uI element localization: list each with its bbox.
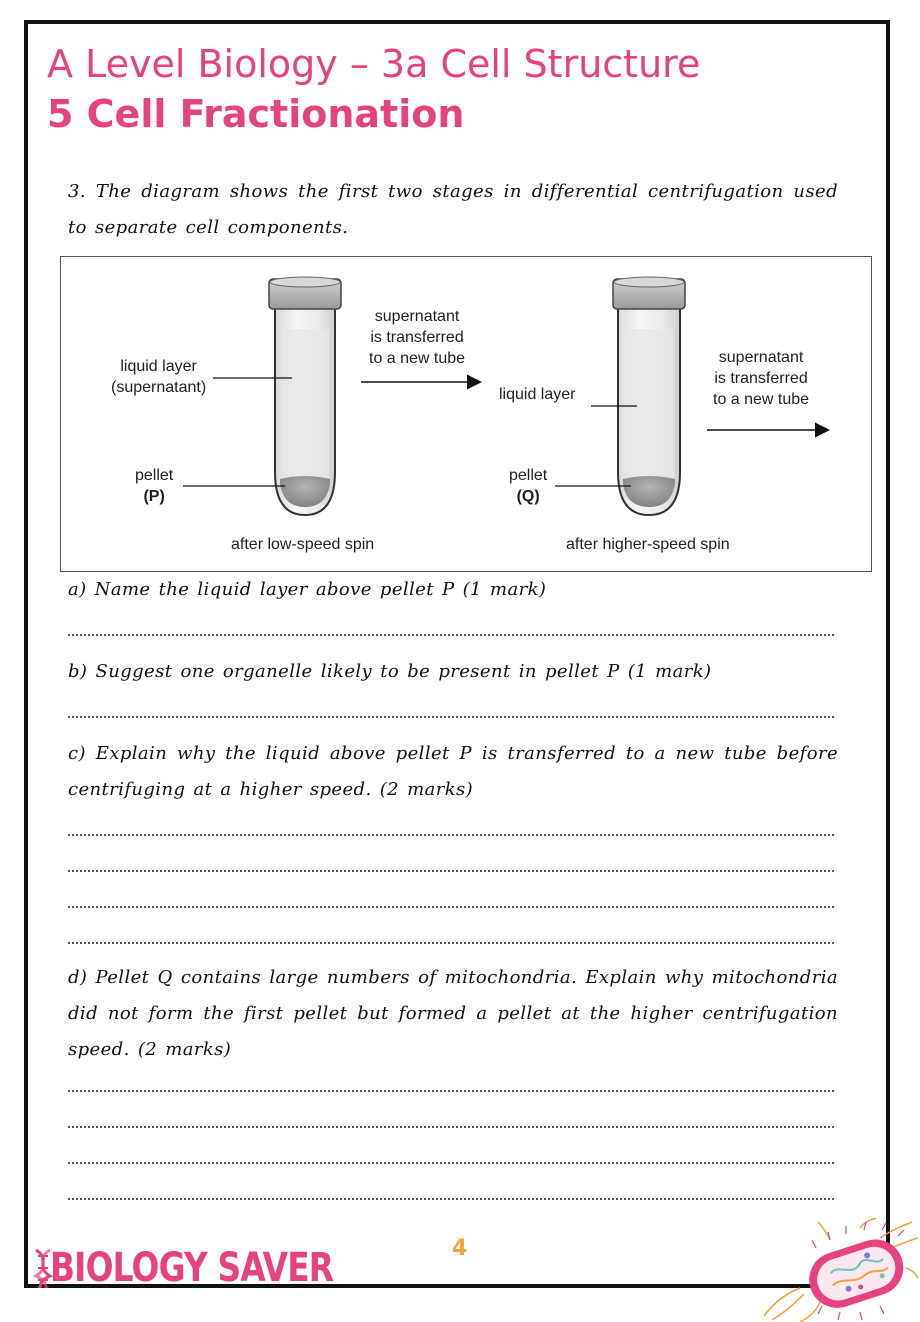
question-part-b: b) Suggest one organelle likely to be present in pellet P (1 mark) <box>68 661 712 682</box>
page-number: 4 <box>452 1236 468 1261</box>
label-pellet-letter-q: (Q) <box>516 488 540 505</box>
test-tube-1 <box>269 277 341 515</box>
answer-line-c3[interactable] <box>68 906 834 908</box>
logo-text: BIOLOGY SAVER <box>50 1245 334 1291</box>
transfer-2-line2: is transferred <box>714 370 808 387</box>
question-part-c: c) Explain why the liquid above pellet P is transferred to a new tube before centrifuging at a higher speed. (2 marks) <box>68 743 838 800</box>
biology-saver-logo <box>32 1240 395 1296</box>
transfer-2-line3: to a new tube <box>713 391 810 408</box>
label-pellet-letter-p: (P) <box>143 488 165 505</box>
answer-line-d4[interactable] <box>68 1198 834 1200</box>
answer-line-d2[interactable] <box>68 1126 834 1128</box>
question-part-a: a) Name the liquid layer above pellet P (1 mark) <box>68 579 547 600</box>
diagram-graphics <box>61 257 873 573</box>
label-transfer-2 <box>713 347 809 410</box>
page-subtitle: 5 Cell Fractionation <box>47 92 465 136</box>
transfer-1-line1: supernatant <box>374 308 460 325</box>
answer-line-d1[interactable] <box>68 1090 834 1092</box>
answer-line-c2[interactable] <box>68 870 834 872</box>
label-pellet-q <box>509 465 547 507</box>
label-transfer-1 <box>369 306 465 369</box>
centrifugation-diagram <box>60 256 872 572</box>
question-intro: 3. The diagram shows the first two stages in differential centrifugation used to separate cell components. <box>68 181 838 238</box>
page-title: A Level Biology – 3a Cell Structure <box>47 42 701 86</box>
label-pellet-p <box>135 465 173 507</box>
caption-higher-speed: after higher-speed spin <box>566 536 730 553</box>
transfer-1-line2: is transferred <box>370 329 464 346</box>
transfer-1-line3: to a new tube <box>369 350 466 367</box>
bacterium-illustration <box>760 1218 920 1322</box>
transfer-2-line1: supernatant <box>718 349 804 366</box>
test-tube-2 <box>613 277 685 515</box>
label-pellet-text: pellet <box>135 467 174 484</box>
label-liquid-layer-supernatant <box>111 356 206 398</box>
label-supernatant-line2: (supernatant) <box>111 379 207 396</box>
caption-low-speed: after low-speed spin <box>231 536 375 553</box>
label-liquid-layer-2: liquid layer <box>499 386 576 403</box>
answer-line-c1[interactable] <box>68 834 834 836</box>
answer-line-d3[interactable] <box>68 1162 834 1164</box>
question-part-d: d) Pellet Q contains large numbers of mitochondria. Explain why mitochondria did not form the first pellet but formed a pellet at the higher centrifugation speed. (2 marks) <box>68 967 838 1060</box>
answer-line-c4[interactable] <box>68 942 834 944</box>
answer-line-b1[interactable] <box>68 716 834 718</box>
answer-line-a1[interactable] <box>68 634 834 636</box>
label-pellet-text-2: pellet <box>509 467 548 484</box>
label-liquid-layer-line1: liquid layer <box>120 358 197 375</box>
